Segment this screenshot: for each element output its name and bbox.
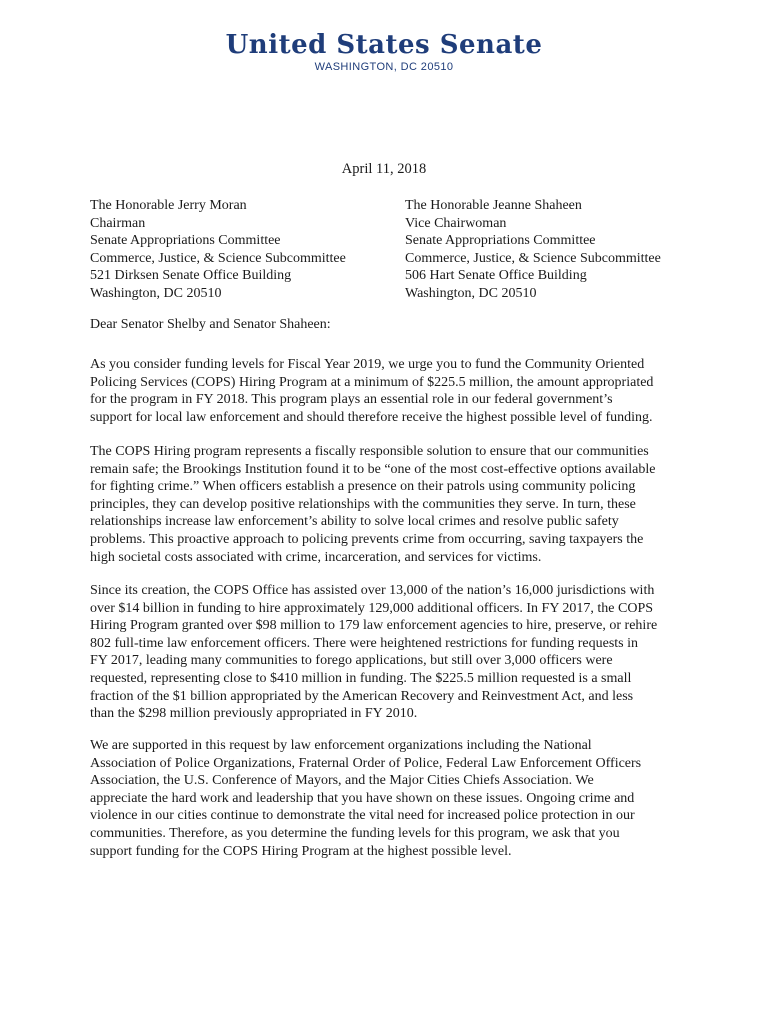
paragraph-line: for fighting crime.” When officers establish a presence on their patrols using community policing [90, 479, 636, 495]
paragraph-line: high societal costs associated with crime, incarceration, and services for victims. [90, 549, 542, 565]
paragraph-1 [90, 356, 702, 426]
recipient-line: Senate Appropriations Committee [90, 233, 281, 249]
paragraph-line: The COPS Hiring program represents a fiscally responsible solution to ensure that our communities [90, 444, 649, 459]
letter-date: April 11, 2018 [341, 161, 427, 177]
senate-title: United States Senate [225, 30, 543, 60]
paragraph-line: violence in our cities continue to demonstrate the vital need for increased police protection in our [90, 808, 635, 824]
recipient-line: Senate Appropriations Committee [405, 233, 596, 249]
recipient-line: 506 Hart Senate Office Building [405, 268, 587, 284]
recipient-block-left [90, 197, 346, 303]
paragraph-line: Association, the U.S. Conference of Mayors, and the Major Cities Chiefs Association. We [90, 773, 594, 789]
paragraph-line: over $14 billion in funding to hire approximately 129,000 additional officers. In FY 2017, the COPS [90, 600, 654, 616]
paragraph-4 [90, 737, 702, 860]
letterhead [0, 30, 768, 73]
paragraph-line: appreciate the hard work and leadership that you have shown on these issues. Ongoing crime and [90, 790, 635, 806]
paragraph-line: requested, representing close to $410 million in funding. The $225.5 million requested is a small [90, 670, 632, 686]
paragraph-line: problems. This proactive approach to policing prevents crime from occurring, saving taxpayers the [90, 531, 644, 547]
paragraph-line: fraction of the $1 billion appropriated by the American Recovery and Reinvestment Act, and less [90, 688, 634, 704]
recipient-line: Vice Chairwoman [405, 215, 507, 231]
paragraph-line: Policing Services (COPS) Hiring Program at a minimum of $225.5 million, the amount appropriated [90, 374, 654, 390]
paragraph-line: relationships increase law enforcement’s ability to solve local crimes and resolve public safety [90, 514, 619, 530]
recipient-line: Commerce, Justice, & Science Subcommittee [405, 250, 661, 266]
paragraph-line: As you consider funding levels for Fiscal Year 2019, we urge you to fund the Community Oriented [90, 357, 645, 372]
paragraph-line: than the $298 million previously appropriated in FY 2010. [90, 706, 418, 722]
recipient-line: The Honorable Jerry Moran [90, 198, 247, 213]
recipient-line: 521 Dirksen Senate Office Building [90, 268, 292, 284]
paragraph-line: support for local law enforcement and should therefore receive the highest possible level of funding. [90, 409, 653, 425]
recipient-line: The Honorable Jeanne Shaheen [405, 198, 582, 213]
recipient-line: Chairman [90, 215, 146, 231]
paragraph-2 [90, 443, 702, 566]
paragraph-line: Association of Police Organizations, Fraternal Order of Police, Federal Law Enforcement Officers [90, 755, 642, 771]
paragraph-line: 802 full-time law enforcement officers. There were heightened restrictions for funding requests in [90, 635, 639, 651]
paragraph-line: We are supported in this request by law enforcement organizations including the National [90, 738, 592, 753]
paragraph-line: for the program in FY 2018. This program plays an essential role in our federal government’s [90, 392, 613, 408]
paragraph-line: support funding for the COPS Hiring Program at the highest possible level. [90, 843, 512, 859]
recipient-block-right [405, 197, 661, 303]
paragraph-3 [90, 582, 702, 723]
recipient-line: Washington, DC 20510 [90, 285, 222, 301]
recipient-line: Washington, DC 20510 [405, 285, 537, 301]
paragraph-line: communities. Therefore, as you determine the funding levels for this program, we ask that you [90, 825, 620, 841]
recipient-line: Commerce, Justice, & Science Subcommittee [90, 250, 346, 266]
paragraph-line: Since its creation, the COPS Office has assisted over 13,000 of the nation’s 16,000 jurisdictions with [90, 583, 655, 598]
paragraph-line: remain safe; the Brookings Institution found it to be “one of the most cost-effective options available [90, 461, 656, 477]
paragraph-line: Hiring Program granted over $98 million to 179 law enforcement agencies to hire, preserve, or rehire [90, 618, 658, 634]
paragraph-line: FY 2017, leading many communities to forego applications, but still over 3,000 officers were [90, 653, 613, 669]
senate-address: WASHINGTON, DC 20510 [314, 61, 454, 73]
paragraph-line: principles, they can develop positive relationships with the communities they serve. In turn, these [90, 496, 636, 512]
salutation: Dear Senator Shelby and Senator Shaheen: [90, 317, 331, 332]
